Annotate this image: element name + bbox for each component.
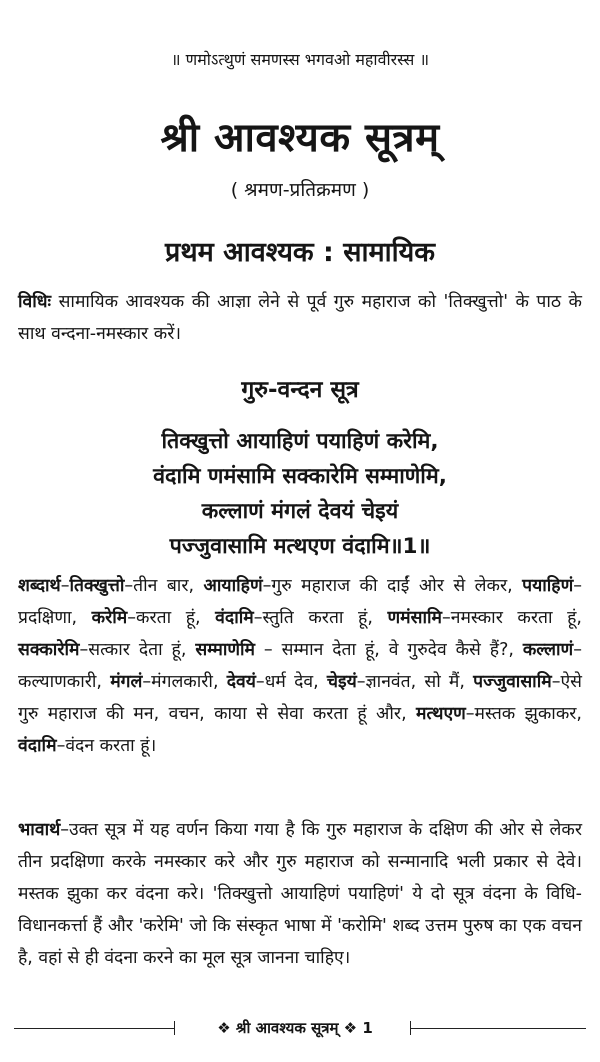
invocation-line: ॥ णमोऽत्थुणं समणस्स भगवओ महावीरस्स ॥ bbox=[170, 50, 430, 69]
shabdarth-term: मंगलं bbox=[110, 672, 143, 692]
shabdarth-paragraph: शब्दार्थ–तिक्खुत्तो–तीन बार, आयाहिणं–गुरु महाराज की दाईं ओर से लेकर, पयाहिणं–प्रदक्षिणा, करेमि–करता हूं, वंदामि–स्तुति करता हूं, णमंसामि–नमस्कार करता हूं, सक्कारेमि–सत्कार देता हूं, सम्माणेमि – सम्मान देता हूं, वे गुरुदेव कैसे हैं?, कल्लाणं–कल्याणकारी, मंगलं–मंगलकारी, देवयं–धर्म देव, चेइयं–ज्ञानवंत, सो मैं, पज्जुवासामि–ऐसे गुरु महाराज की मन, वचन, काया से सेवा करता हूं और, मत्थएण–मस्तक झुकाकर, वंदामि–वंदन करता हूं। bbox=[18, 576, 582, 756]
shabdarth-term: चेइयं bbox=[326, 672, 357, 692]
shabdarth-term: णमंसामि bbox=[387, 608, 442, 628]
footer-rule-right bbox=[410, 1028, 586, 1029]
page-footer bbox=[0, 1016, 600, 1040]
bhavarth-text: उक्त सूत्र में यह वर्णन किया गया है कि गुरु महाराज के दक्षिण की ओर से लेकर तीन प्रदक्षिणा करके नमस्कार करे और गुरु महाराज को सन्मानादि भली प्रकार से देवे। मस्तक झुका कर वंदना करे। 'तिक्खुत्तो आयाहिणं पयाहिणं' ये दो सूत्र वंदना के विधि-विधानकर्त्ता हैं और 'करेमि' जो कि संस्कृत भाषा में 'करोमि' शब्द उत्तम पुरुष का एक वचन है, वहां से ही वंदना करने का मूल सूत्र जानना चाहिए। bbox=[18, 820, 582, 968]
shabdarth-term: वंदामि bbox=[18, 736, 57, 756]
shabdarth-meaning: तीन बार, bbox=[133, 576, 195, 596]
bhavarth-paragraph: भावार्थ–उक्त सूत्र में यह वर्णन किया गया है कि गुरु महाराज के दक्षिण की ओर से लेकर तीन प्रदक्षिणा करके नमस्कार करे और गुरु महाराज को सन्मानादि भली प्रकार से देवे। मस्तक झुका कर वंदना करे। 'तिक्खुत्तो आयाहिणं पयाहिणं' ये दो सूत्र वंदना के विधि-विधानकर्त्ता हैं और 'करेमि' जो कि संस्कृत भाषा में 'करोमि' शब्द उत्तम पुरुष का एक वचन है, वहां से ही वंदना करने का मूल सूत्र जानना चाहिए। bbox=[18, 820, 582, 968]
vidhi-text: सामायिक आवश्यक की आज्ञा लेने से पूर्व गुरु महाराज को 'तिक्खुत्तो' के पाठ के साथ वन्दना-नमस्कार करें। bbox=[18, 292, 582, 344]
shabdarth-meaning: मस्तक झुकाकर, bbox=[474, 704, 582, 724]
shabdarth-meaning: नमस्कार करता हूं, bbox=[450, 608, 582, 628]
shabdarth-meaning: सत्कार देता हूं, bbox=[88, 640, 187, 660]
shabdarth-term: सम्माणेमि bbox=[195, 640, 256, 660]
shabdarth-meaning: धर्म देव, bbox=[264, 672, 319, 692]
bhavarth-label: भावार्थ bbox=[18, 820, 61, 840]
shabdarth-meaning: ज्ञानवंत, सो मैं, bbox=[365, 672, 465, 692]
shabdarth-label: शब्दार्थ bbox=[18, 576, 61, 596]
shabdarth-term: कल्लाणं bbox=[522, 640, 574, 660]
page-title: श्री आवश्यक सूत्रम् bbox=[160, 115, 440, 161]
shabdarth-term: सक्कारेमि bbox=[18, 640, 80, 660]
shabdarth-meaning: स्तुति करता हूं, bbox=[262, 608, 373, 628]
shabdarth-term: वंदामि bbox=[215, 608, 254, 628]
shabdarth-term: पयाहिणं bbox=[522, 576, 574, 596]
shabdarth-term: आयाहिणं bbox=[203, 576, 263, 596]
shabdarth-term: तिक्खुत्तो bbox=[69, 576, 125, 596]
footer-tick-left bbox=[174, 1021, 175, 1035]
section-heading: प्रथम आवश्यक : सामायिक bbox=[164, 237, 435, 268]
sutra-heading: गुरु-वन्दन सूत्र bbox=[241, 377, 359, 403]
shabdarth-meaning: करता हूं, bbox=[136, 608, 201, 628]
shabdarth-term: मत्थएण bbox=[416, 704, 466, 724]
footer-rule-left bbox=[14, 1028, 174, 1029]
vidhi-paragraph bbox=[18, 286, 582, 350]
shabdarth-meaning: मंगलकारी, bbox=[151, 672, 219, 692]
shabdarth-meaning: सम्मान देता हूं, वे गुरुदेव कैसे हैं?, bbox=[281, 640, 514, 660]
shabdarth-meaning: गुरु महाराज की दाईं ओर से लेकर, bbox=[271, 576, 513, 596]
shabdarth-term: पज्जुवासामि bbox=[473, 672, 552, 692]
shabdarth-meaning: कल्याणकारी, bbox=[18, 672, 102, 692]
shabdarth-term: देवयं bbox=[226, 672, 256, 692]
page-subtitle: ( श्रमण-प्रतिक्रमण ) bbox=[230, 179, 370, 201]
verse-line: तिक्खुत्तो आयाहिणं पयाहिणं करेमि, bbox=[161, 429, 439, 454]
sutra-verse bbox=[0, 424, 600, 564]
verse-line: पज्जुवासामि मत्थएण वंदामि॥1॥ bbox=[169, 534, 431, 559]
vidhi-label: विधिः bbox=[18, 292, 52, 312]
shabdarth-meaning: प्रदक्षिणा, bbox=[18, 608, 78, 628]
shabdarth-meaning: ऐसे गुरु महाराज की मन, वचन, काया से सेवा करता हूं और, bbox=[18, 672, 582, 724]
verse-line: कल्लाणं मंगलं देवयं चेइयं bbox=[201, 499, 399, 524]
shabdarth-term: करेमि bbox=[91, 608, 128, 628]
footer-label: ❖ श्री आवश्यक सूत्रम् ❖ 1 bbox=[217, 1019, 373, 1037]
shabdarth-meaning: वंदन करता हूं। bbox=[65, 736, 157, 756]
verse-line: वंदामि णमंसामि सक्कारेमि सम्माणेमि, bbox=[153, 464, 447, 489]
